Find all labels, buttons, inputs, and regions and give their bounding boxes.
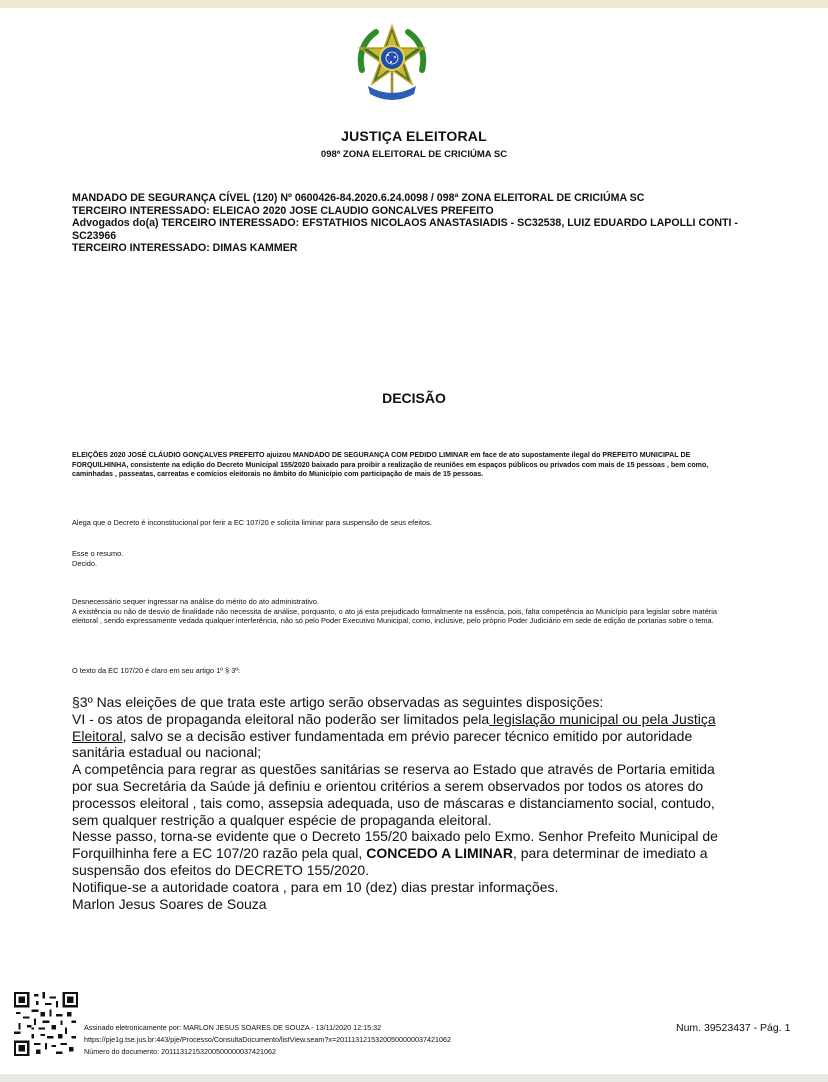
decision-desnecessario <box>72 597 722 626</box>
footer-doc-number: Número do documento: 20111312153200500000037421062 <box>84 1047 276 1056</box>
case-line: MANDADO DE SEGURANÇA CÍVEL (120) Nº 0600426-84.2020.6.24.0098 / 098ª ZONA ELEITORAL DE CRICIÚMA SC <box>72 192 645 204</box>
court-zone: 098ª ZONA ELEITORAL DE CRICIÚMA SC <box>320 149 508 160</box>
court-title: JUSTIÇA ELEITORAL <box>341 128 487 144</box>
paragraph-3: §3º Nas eleições de que trata este artigo serão observadas as seguintes disposições: <box>72 694 604 710</box>
competencia-paragraph: A competência para regrar as questões sanitárias se reserva ao Estado que através de Portaria emitida por sua Secretária da Saúde já definiu e orientou critérios a serem observados por todos os atores do processos eleitoral , tais como, assepsia adequada, uso de máscaras e distanciamento social, contudo, sem qualquer restrição a qualquer espécie de propaganda eleitoral. <box>72 761 715 828</box>
conclusion-paragraph: Nesse passo, torna-se evidente que o Decreto 155/20 baixado pelo Exmo. Senhor Prefeito Municipal de Forquilhinha fere a EC 107/20 razão pela qual, CONCEDO A LIMINAR, para determinar de imediato a suspensão dos efeitos do DECRETO 155/2020. <box>72 828 718 878</box>
case-line: Advogados do(a) TERCEIRO INTERESSADO: EFSTATHIOS NICOLAOS ANASTASIADIS - SC32538, LUIZ EDUARDO LAPOLLI CONTI - SC23966 <box>72 217 738 242</box>
footer-signed: Assinado eletronicamente por: MARLON JESUS SOARES DE SOUZA - 13/11/2020 12:15:32 <box>84 1023 382 1032</box>
qr-code-icon <box>14 992 78 1056</box>
bottom-edge <box>0 1074 828 1082</box>
decision-body <box>72 694 720 912</box>
desn-line: Desnecessário sequer ingressar na análise do mérito do ato administrativo. <box>72 597 319 606</box>
decision-texto-ec: O texto da EC 107/20 é claro em seu artigo 1º § 3º: <box>72 666 241 675</box>
decision-resumo <box>72 549 722 568</box>
page-number: Num. 39523437 - Pág. 1 <box>676 1022 791 1034</box>
case-line: TERCEIRO INTERESSADO: ELEICAO 2020 JOSE CLAUDIO GONCALVES PREFEITO <box>72 204 494 217</box>
decision-title: DECISÃO <box>382 390 446 406</box>
case-header <box>72 192 752 255</box>
signature-footer <box>84 1022 604 1058</box>
notifique-paragraph: Notifique-se a autoridade coatora , para em 10 (dez) dias prestar informações. <box>72 878 559 895</box>
resumo-line: Decido. <box>72 558 98 568</box>
item-vi: VI - os atos de propaganda eleitoral não poderão ser limitados pela legislação municipal ou pela Justiça Eleitoral, salvo se a decisão estiver fundamentada em prévio parecer técnico emitido por autoridade sanitária estadual ou nacional; <box>72 710 716 761</box>
resumo-line: Esse o resumo. <box>72 549 124 558</box>
document-page <box>0 8 828 1074</box>
case-line: TERCEIRO INTERESSADO: DIMAS KAMMER <box>72 242 298 255</box>
judge-signature: Marlon Jesus Soares de Souza <box>72 895 267 912</box>
desn-line: A existência ou não de desvio de finalidade não necessita de análise, porquanto, o ato já esta prejudicado formalmente na essência, pois, falta competência ao Município para legislar sobre matéria eleitoral , sendo expressamente vedada qualquer interferência, não só pelo Poder Executivo Municipal, como, inclusive, pelo próprio Poder Judiciário em sede de edição de portarias sobre o tema. <box>72 606 718 626</box>
footer-url: https://pje1g.tse.jus.br:443/pje/Processo/ConsultaDocumento/listView.seam?x=20111312153200500000037421062 <box>84 1035 452 1044</box>
decision-intro: ELEIÇÕES 2020 JOSÉ CLÁUDIO GONÇALVES PREFEITO ajuizou MANDADO DE SEGURANÇA COM PEDIDO LIMINAR em face de ato supostamente ilegal do PREFEITO MUNICIPAL DE FORQUILHINHA, consistente na edição do Decreto Municipal 155/2020 baixado para proibir a realização de reuniões em espaços públicos ou privados com mais de 15 pessoas , bem como, caminhadas , passeatas, carreatas e comícios eleitorais no âmbito do Município com participação de mais de 15 pessoas. <box>72 451 709 479</box>
coat-of-arms-icon <box>354 24 430 102</box>
decision-alega: Alega que o Decreto é inconstitucional por ferir a EC 107/20 e solicita liminar para suspensão de seus efeitos. <box>72 518 432 527</box>
top-edge <box>0 0 828 8</box>
